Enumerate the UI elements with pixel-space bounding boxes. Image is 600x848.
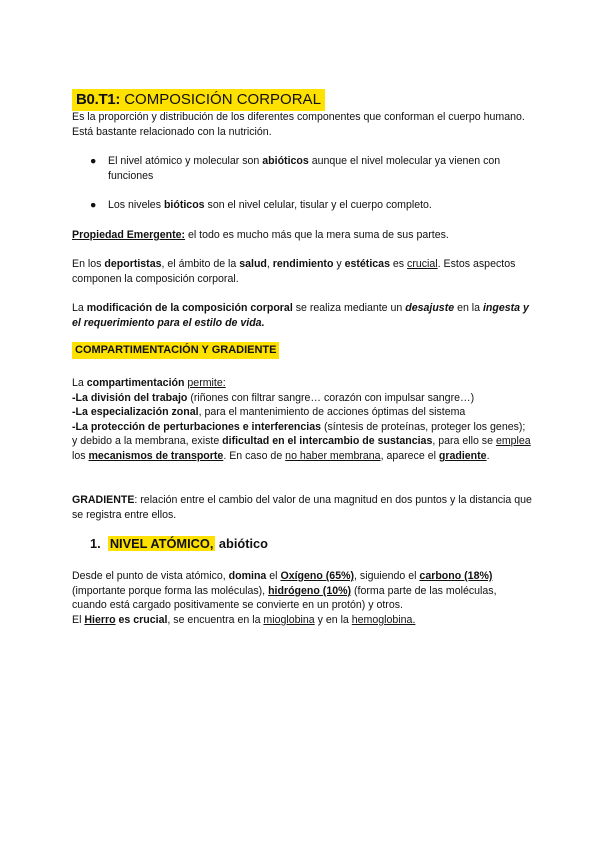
text-fragment: desajuste xyxy=(405,302,455,314)
text-fragment: (síntesis de proteínas, proteger los genes); y debido a la membrana, existe xyxy=(72,420,526,448)
text-fragment: gradiente xyxy=(438,449,487,462)
text-fragment: emplea xyxy=(495,435,531,448)
text-fragment: : relación entre el cambio del valor de una magnitud en dos puntos y la distancia que se registra entre ellos. xyxy=(72,494,532,521)
text-fragment: Hierro xyxy=(84,613,116,626)
text-fragment: . xyxy=(486,449,490,462)
text-fragment: hidrógeno (10%) xyxy=(268,584,352,597)
levels-list-2 xyxy=(72,198,532,213)
text-fragment: ingesta y el requerimiento para el estilo de vida. xyxy=(72,302,529,329)
text-fragment: , aparece el xyxy=(380,449,439,462)
text-fragment: y xyxy=(333,258,345,270)
section-heading-atomic: 1. NIVEL ATÓMICO, abiótico xyxy=(90,536,268,551)
text-fragment: modificación de la composición corporal xyxy=(86,302,293,314)
page-title xyxy=(72,89,325,111)
text-fragment: -La especialización zonal xyxy=(72,406,199,419)
text-fragment: deportistas xyxy=(104,258,162,270)
text-fragment: se realiza mediante un xyxy=(292,302,406,314)
text-fragment: hemoglobina xyxy=(351,613,413,626)
text-fragment: (importante porque forma las moléculas), xyxy=(72,584,269,597)
text-fragment: y en la xyxy=(314,613,352,626)
text-fragment: . En caso de xyxy=(223,449,286,462)
text-fragment: rendimiento xyxy=(272,258,334,270)
text-fragment: es xyxy=(389,258,408,270)
text-fragment: , se encuentra en la xyxy=(167,613,264,626)
list-item: ● El nivel atómico y molecular son abióticos aunque el nivel molecular ya vienen con funciones xyxy=(90,155,501,182)
modification-paragraph xyxy=(72,301,532,330)
gradient-paragraph xyxy=(72,493,532,522)
bullet-icon: ● xyxy=(90,199,97,211)
text-fragment: . xyxy=(412,613,416,626)
text-fragment: crucial xyxy=(407,258,438,270)
text-fragment: , para ello se xyxy=(432,435,496,448)
text-fragment: Desde el punto de vista atómico, xyxy=(72,570,229,582)
text-fragment: domina xyxy=(228,570,267,582)
atomic-paragraph xyxy=(72,569,532,627)
text-fragment: , siguiendo el xyxy=(354,570,420,582)
text-fragment: La xyxy=(72,302,87,314)
text-fragment: el xyxy=(266,570,281,582)
section-subheading: COMPARTIMENTACIÓN Y GRADIENTE xyxy=(72,342,279,359)
text-fragment: los xyxy=(72,449,89,462)
text-fragment: salud xyxy=(239,258,267,270)
text-fragment: El xyxy=(72,613,85,626)
text-fragment: (forma parte de las moléculas, cuando está cargado positivamente se convierte en un protón) y otros. xyxy=(72,584,497,612)
text-fragment: mecanismos de transporte xyxy=(88,449,224,462)
text-fragment: -La protección de perturbaciones e interferencias xyxy=(72,420,322,433)
intro-paragraph: Es la proporción y distribución de los diferentes componentes que conforman el cuerpo humano. Está bastante relacionado con la nutrición. xyxy=(72,111,525,138)
compartment-paragraph xyxy=(72,376,532,464)
text-fragment: -La división del trabajo xyxy=(72,391,188,404)
text-fragment: (riñones con filtrar sangre… corazón con impulsar sangre…) xyxy=(187,391,475,404)
text-fragment: compartimentación xyxy=(86,377,185,389)
text-fragment: el todo es mucho más que la mera suma de sus partes. xyxy=(185,229,449,241)
text-fragment: . Estos aspectos componen la composición corporal. xyxy=(72,258,516,285)
list-item: ● Los niveles bióticos son el nivel celular, tisular y el cuerpo completo. xyxy=(90,199,432,211)
bullet-icon: ● xyxy=(90,155,97,167)
text-fragment: no haber membrana xyxy=(285,449,381,462)
text-fragment: , xyxy=(266,258,273,270)
title-prefix: B0.T1: xyxy=(76,91,121,108)
text-fragment: carbono (18%) xyxy=(419,570,493,582)
text-fragment: en la xyxy=(454,302,483,314)
gradient-label: GRADIENTE xyxy=(72,494,135,506)
text-fragment: dificultad en el intercambio de sustancias xyxy=(222,435,433,448)
text-fragment: estéticas xyxy=(344,258,390,270)
text-fragment: La xyxy=(72,377,87,389)
text-fragment: , el ámbito de la xyxy=(161,258,240,270)
text-fragment: Oxígeno (65%) xyxy=(280,570,355,582)
emergent-property-label: Propiedad Emergente: xyxy=(72,229,186,241)
emergent-property-paragraph xyxy=(72,228,532,243)
title-text: COMPOSICIÓN CORPORAL xyxy=(120,91,321,108)
text-fragment: En los xyxy=(72,258,105,270)
levels-list xyxy=(72,154,532,183)
text-fragment: mioglobina xyxy=(263,613,315,626)
text-fragment: permite: xyxy=(187,377,226,389)
text-fragment: es crucial xyxy=(115,613,168,626)
text-fragment: , para el mantenimiento de acciones óptimas del sistema xyxy=(198,406,466,419)
athletes-paragraph xyxy=(72,257,532,286)
